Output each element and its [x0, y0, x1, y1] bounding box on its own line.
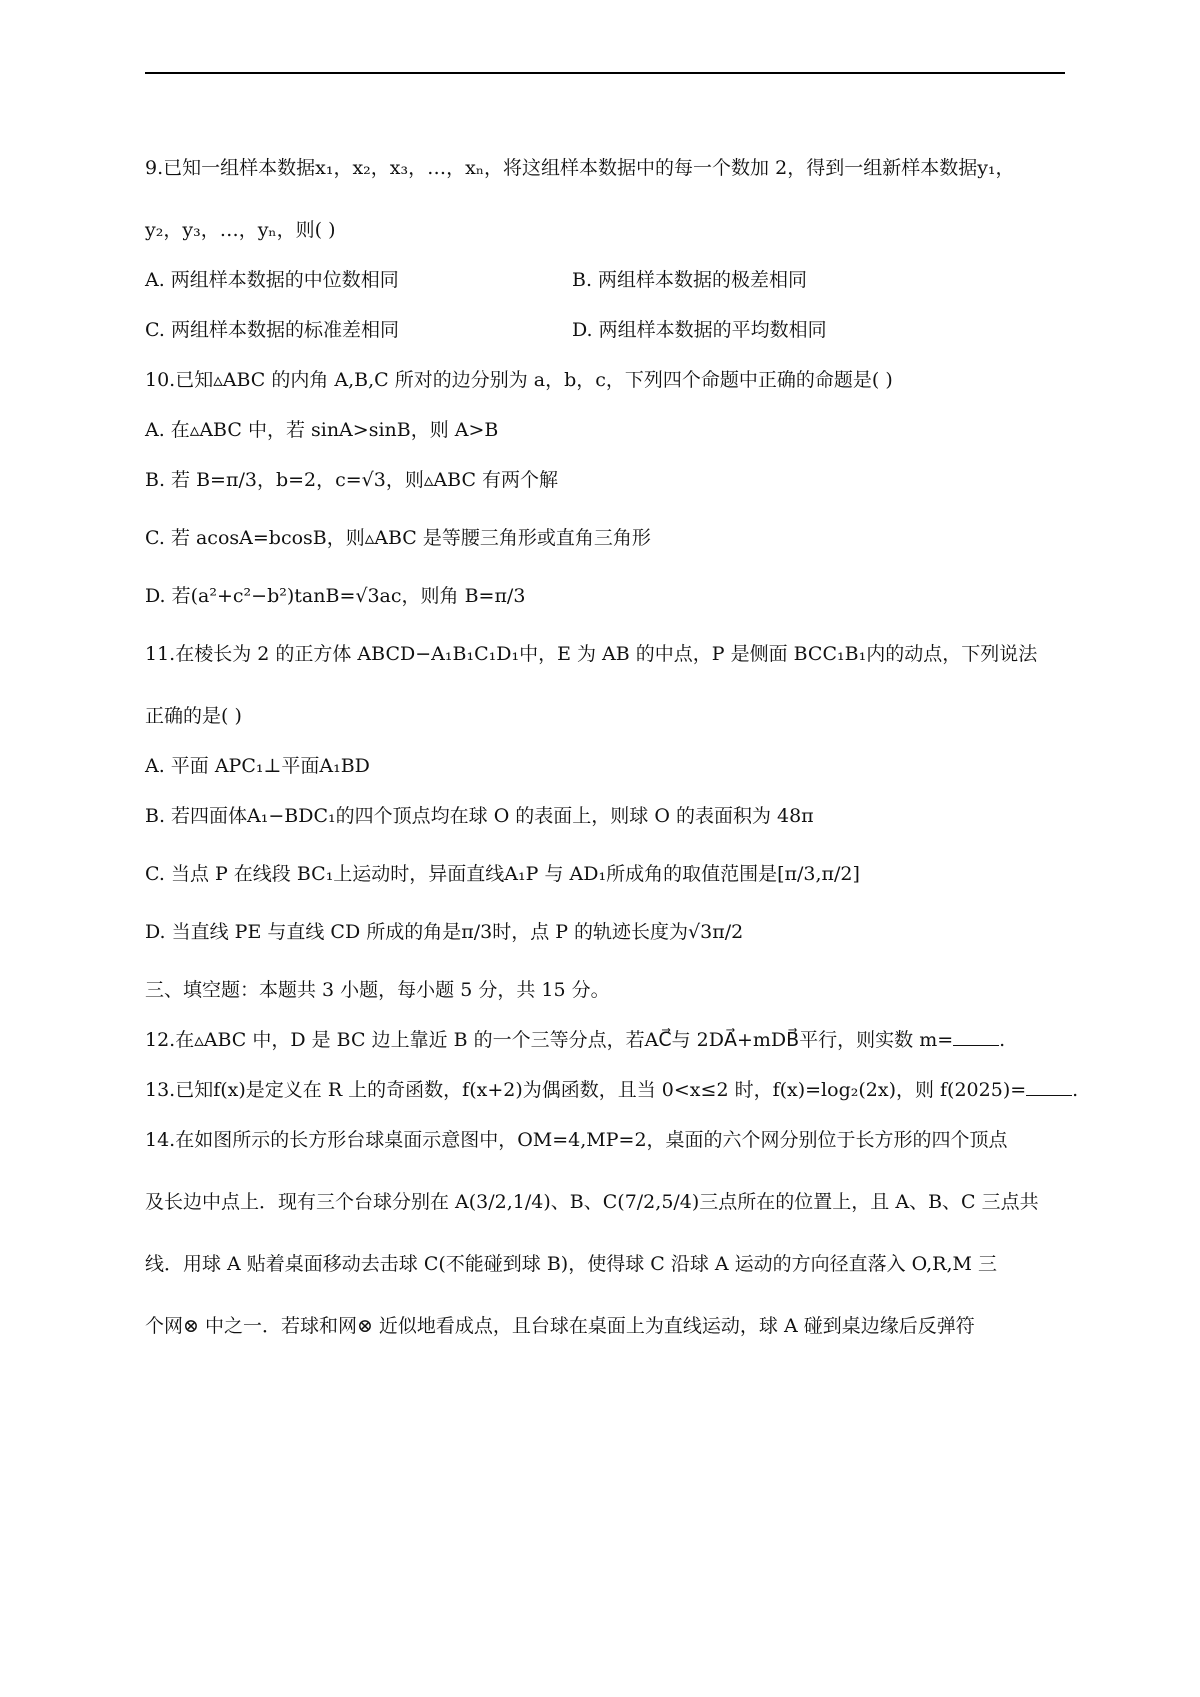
q11-option-d: D. 当直线 PE 与直线 CD 所成的角是π/3时，点 P 的轨迹长度为√3π/2 [145, 921, 744, 943]
q11-option-c: C. 当点 P 在线段 BC₁上运动时，异面直线A₁P 与 AD₁所成角的取值范围是[π/3,π/2] [145, 863, 860, 885]
q9-option-c: C. 两组样本数据的标准差相同 [145, 319, 399, 341]
document-body [145, 148, 1079, 1356]
q10-option-a: A. 在▵ABC 中，若 sinA>sinB，则 A>B [145, 419, 499, 441]
question-11 [145, 634, 1070, 970]
q9-stem-line2: y₂，y₃，…，yₙ，则( ) [145, 219, 336, 241]
q12-text: 12.在▵ABC 中，D 是 BC 边上靠近 B 的一个三等分点，若AC⃗与 2DA⃗+mDB⃗平行，则实数 m= [145, 1029, 954, 1051]
q13-end: . [1072, 1079, 1079, 1101]
q9-options-row1 [145, 260, 1070, 310]
q12-answer-blank[interactable] [953, 1025, 999, 1046]
q14-line4: 个网⊗ 中之一．若球和网⊗ 近似地看成点，且台球在桌面上为直线运动，球 A 碰到桌边缘后反弹符 [145, 1315, 975, 1337]
q10-option-b: B. 若 B=π/3，b=2，c=√3，则▵ABC 有两个解 [145, 469, 559, 491]
q9-option-a: A. 两组样本数据的中位数相同 [145, 269, 399, 291]
q11-option-b: B. 若四面体A₁−BDC₁的四个顶点均在球 O 的表面上，则球 O 的表面积为 48π [145, 805, 814, 827]
q12-end: . [999, 1029, 1006, 1051]
question-9 [145, 148, 1070, 360]
q10-option-d: D. 若(a²+c²−b²)tanB=√3ac，则角 B=π/3 [145, 585, 526, 607]
section-heading-fill-in: 三、填空题：本题共 3 小题，每小题 5 分，共 15 分。 [145, 979, 610, 1001]
question-13 [145, 1070, 1079, 1120]
q14-line3: 线．用球 A 贴着桌面移动去击球 C(不能碰到球 B)，使得球 C 沿球 A 运动的方向径直落入 O,R,M 三 [145, 1253, 998, 1275]
question-12 [145, 1020, 1070, 1070]
question-10 [145, 360, 1070, 634]
q9-option-b: B. 两组样本数据的极差相同 [572, 269, 808, 291]
q11-stem-line2: 正确的是( ) [145, 705, 242, 727]
q14-line1: 14.在如图所示的长方形台球桌面示意图中，OM=4,MP=2，桌面的六个网分别位于长方形的四个顶点 [145, 1129, 1008, 1151]
q11-option-a: A. 平面 APC₁⊥平面A₁BD [145, 755, 370, 777]
q13-answer-blank[interactable] [1026, 1075, 1072, 1096]
header-rule [145, 72, 1065, 74]
q10-stem: 10.已知▵ABC 的内角 A,B,C 所对的边分别为 a，b，c，下列四个命题中正确的命题是( ) [145, 369, 893, 391]
q14-line2: 及长边中点上．现有三个台球分别在 A(3/2,1/4)、B、C(7/2,5/4)三点所在的位置上，且 A、B、C 三点共 [145, 1191, 1039, 1213]
q9-option-d: D. 两组样本数据的平均数相同 [572, 319, 827, 341]
q11-stem-line1: 11.在棱长为 2 的正方体 ABCD−A₁B₁C₁D₁中，E 为 AB 的中点，P 是侧面 BCC₁B₁内的动点，下列说法 [145, 643, 1038, 665]
q9-stem-line1: 9.已知一组样本数据x₁，x₂，x₃，…，xₙ，将这组样本数据中的每一个数加 2，得到一组新样本数据y₁， [145, 157, 1015, 179]
q10-option-c: C. 若 acosA=bcosB，则▵ABC 是等腰三角形或直角三角形 [145, 527, 651, 549]
q13-text: 13.已知f(x)是定义在 R 上的奇函数，f(x+2)为偶函数，且当 0<x≤2 时，f(x)=log₂(2x)，则 f(2025)= [145, 1079, 1027, 1101]
question-14 [145, 1120, 1070, 1356]
q9-options-row2 [145, 310, 1070, 360]
